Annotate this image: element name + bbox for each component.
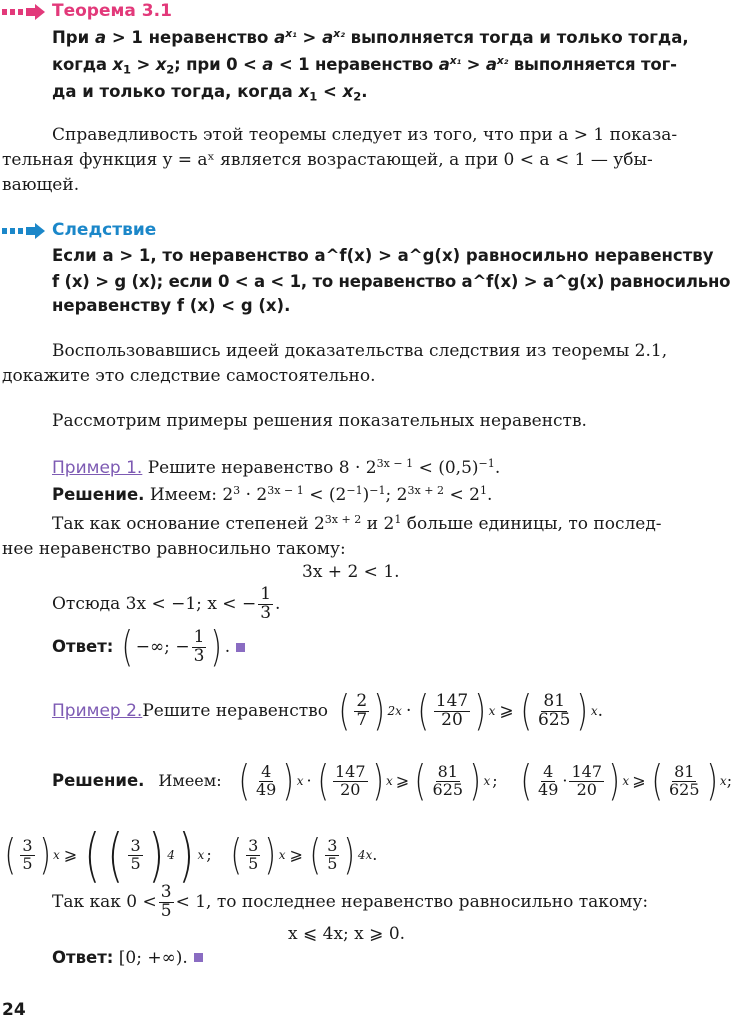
- example1-link[interactable]: Пример 1.: [52, 458, 143, 478]
- example2-answer: Ответ: [0; +∞).: [52, 950, 203, 967]
- para1-line-2: тельная функция y = aˣ является возрастающей, а при 0 < a < 1 — убы-: [2, 150, 653, 170]
- corollary-line-3: неравенству f (x) < g (x).: [52, 296, 291, 315]
- example1-center: 3x + 2 < 1.: [302, 562, 400, 582]
- example1-answer: Ответ: ( −∞; − $\frac{1}{3}$ ) .: [52, 626, 245, 668]
- page-number: 24: [2, 1000, 26, 1020]
- example1-hence: Отсюда 3x < −1; x < − $\frac{1}{3}$ .: [52, 584, 281, 623]
- end-of-proof-icon: [194, 953, 203, 962]
- theorem-line-3: да и только тогда, когда $x_1 < x_2$.: [52, 82, 368, 104]
- example2-since: Так как 0 < $\frac{3}{5}$ < 1, то последнее неравенство равносильно такому:: [52, 882, 649, 921]
- theorem-line-2: когда $x_1 > x_2$; при 0 < a < 1 неравенство $a^{x_1} > a^{x_2}$ выполняется тог-: [52, 54, 677, 77]
- para2-line-2: докажите это следствие самостоятельно.: [2, 366, 376, 386]
- example2-task: Пример 2. Решите неравенство ( $\frac{2}{7}$ ) 2x · ( $\frac{147}{20}$ ) x ⩾ ( $\frac{81}{625}$ ) x .: [52, 686, 604, 735]
- corollary-line-1: Если a > 1, то неравенство a^f(x) > a^g(x) равносильно неравенству: [52, 246, 714, 265]
- example1-task: Пример 1. Решите неравенство $8 \cdot 2^{3x - 1} < (0,5)^{-1}$.: [52, 456, 501, 478]
- end-of-proof-icon: [236, 643, 245, 652]
- example2-link[interactable]: Пример 2.: [52, 700, 143, 721]
- corollary-line-2: f (x) > g (x); если 0 < a < 1, то неравенство a^f(x) > a^g(x) равносильно: [52, 272, 731, 291]
- example2-solution-row-1: Решение. Имеем: ( $\frac{4}{49}$ ) x · ( $\frac{147}{20}$ ) x ⩾ ( $\frac{81}{625}$ ) x ; ( $\frac{4}{49}$ · $\frac{147}{20}$ ) x ⩾ ( $\frac{81}{625}$ ) x ;: [52, 756, 732, 805]
- corollary-heading: Следствие: [52, 220, 157, 240]
- example1-para-line-1: Так как основание степеней $2^{3x + 2}$ и $2^1$ больше единицы, то послед-: [52, 512, 662, 534]
- theorem-heading: Теорема 3.1: [52, 1, 172, 21]
- theorem-line-1: При a > 1 неравенство $a^{x_1} > a^{x_2}$ выполняется тогда и только тогда,: [52, 27, 689, 47]
- example1-solution: Решение. Имеем: $2^3 \cdot 2^{3x - 1} < (2^{-1})^{-1}$; $2^{3x + 2} < 2^1$.: [52, 483, 493, 505]
- theorem-arrow-icon: [2, 4, 46, 20]
- example1-para-line-2: нее неравенство равносильно такому:: [2, 539, 346, 559]
- para1-line-3: вающей.: [2, 175, 80, 195]
- para1-line-1: Справедливость этой теоремы следует из того, что при a > 1 показа-: [52, 125, 678, 145]
- para2-line-1: Воспользовавшись идеей доказательства следствия из теоремы 2.1,: [52, 341, 668, 361]
- para3: Рассмотрим примеры решения показательных неравенств.: [52, 411, 587, 431]
- example2-solution-row-2: ( $\frac{3}{5}$ ) x ⩾ ( ( $\frac{3}{5}$ ) 4 ) x ; ( $\frac{3}{5}$ ) x ⩾ ( $\frac{3}{5}$ ) 4x .: [4, 821, 378, 889]
- corollary-arrow-icon: [2, 223, 46, 239]
- example2-center: x ⩽ 4x; x ⩾ 0.: [288, 924, 406, 944]
